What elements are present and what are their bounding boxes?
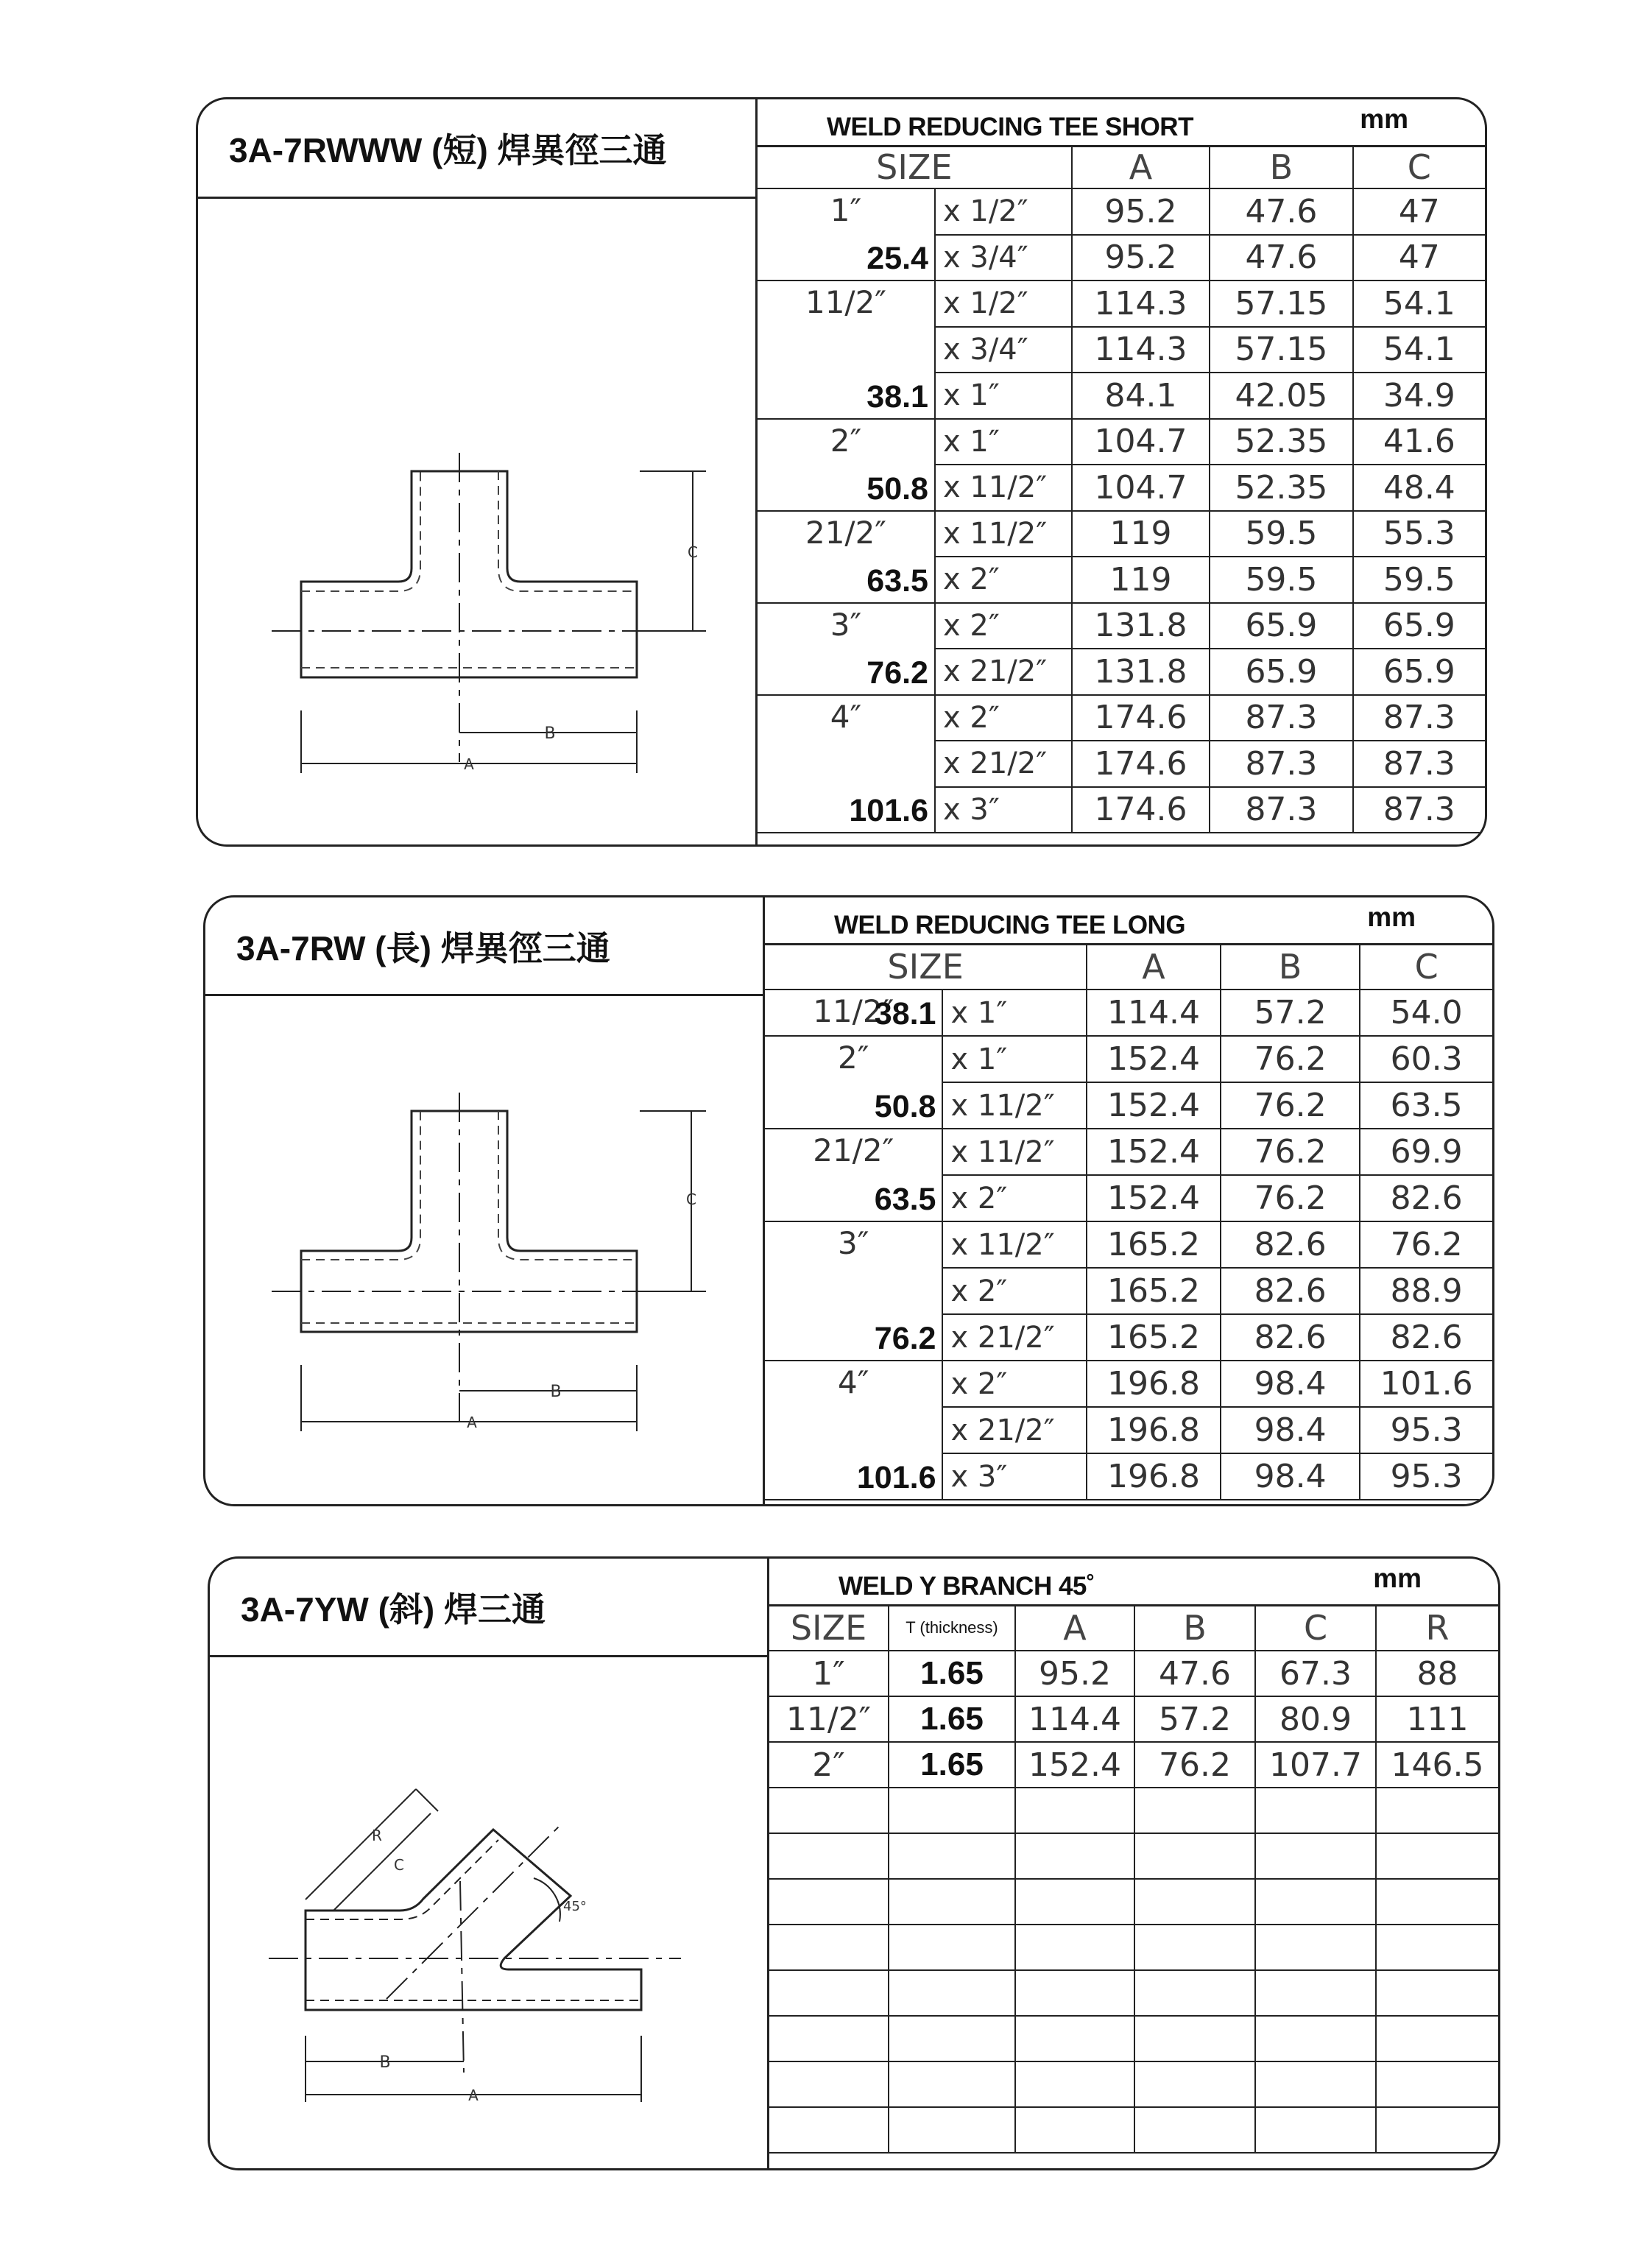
size-cell (765, 1129, 942, 1221)
table-row (769, 1742, 1498, 1788)
dim-b: 76.2 (1221, 1175, 1360, 1221)
dim-c: 54.0 (1360, 990, 1492, 1036)
tee-outline (301, 1111, 637, 1332)
empty-cell (769, 1788, 889, 1833)
empty-cell (1376, 1879, 1498, 1925)
dim-b: 76.2 (1221, 1129, 1360, 1175)
empty-cell (1134, 2016, 1255, 2061)
empty-row (769, 2061, 1498, 2107)
dim-b: 59.5 (1210, 511, 1352, 557)
cell-a: 95.2 (1015, 1651, 1134, 1696)
branch-size: x 11/2″ (942, 1082, 1087, 1129)
header-a: A (1072, 146, 1210, 188)
dim-a: 152.4 (1087, 1129, 1221, 1175)
size-mm: 50.8 (866, 470, 928, 507)
dim-label-b: B (544, 724, 556, 743)
branch-size: x 2″ (942, 1361, 1087, 1407)
size-cell (765, 1221, 942, 1361)
empty-cell (769, 1970, 889, 2016)
dim-c: 87.3 (1353, 695, 1485, 741)
dim-a: 95.2 (1072, 235, 1210, 281)
empty-cell (769, 1879, 889, 1925)
dim-c: 82.6 (1360, 1175, 1492, 1221)
table-title: WELD Y BRANCH 45˚ (839, 1572, 1095, 1601)
dim-a: 119 (1072, 511, 1210, 557)
empty-cell (889, 2061, 1015, 2107)
empty-cell (1255, 2107, 1376, 2153)
cell-r: 111 (1376, 1696, 1498, 1742)
table-row (765, 1129, 1492, 1175)
dim-c: 54.1 (1353, 281, 1485, 327)
branch-size: x 1″ (935, 373, 1072, 419)
empty-cell (1376, 1925, 1498, 1970)
size-cell (758, 281, 935, 419)
empty-cell (1255, 1833, 1376, 1879)
dim-c: 54.1 (1353, 327, 1485, 373)
branch-size: x 2″ (942, 1268, 1087, 1314)
dim-label-b: B (379, 2053, 391, 2072)
cell-b: 57.2 (1134, 1696, 1255, 1742)
table-title-bar (769, 1559, 1498, 1606)
dim-b: 76.2 (1221, 1082, 1360, 1129)
dim-a: 165.2 (1087, 1221, 1221, 1268)
tee-diagram-long (205, 1001, 765, 1501)
empty-cell (1376, 2107, 1498, 2153)
dim-c: 76.2 (1360, 1221, 1492, 1268)
table-title-bar (765, 897, 1492, 945)
dim-a: 95.2 (1072, 188, 1210, 235)
branch-size: x 2″ (942, 1175, 1087, 1221)
empty-cell (1376, 1833, 1498, 1879)
section-short-tee (196, 97, 1487, 847)
dim-label-a: A (468, 2087, 479, 2104)
dim-b: 65.9 (1210, 649, 1352, 695)
size-cell (758, 419, 935, 511)
section-title (198, 99, 758, 199)
empty-cell (1015, 1879, 1134, 1925)
dim-a: 84.1 (1072, 373, 1210, 419)
dim-label-r: R (372, 1827, 382, 1844)
branch-size: x 11/2″ (942, 1221, 1087, 1268)
header-b: B (1221, 944, 1360, 990)
table-title: WELD REDUCING TEE LONG (834, 911, 1186, 939)
dim-a: 131.8 (1072, 603, 1210, 649)
table-row (758, 188, 1485, 235)
spec-table-y-branch (769, 1604, 1498, 2154)
dim-b: 42.05 (1210, 373, 1352, 419)
dim-b: 87.3 (1210, 695, 1352, 741)
empty-cell (1134, 1970, 1255, 2016)
empty-row (769, 2107, 1498, 2153)
empty-cell (1376, 1788, 1498, 1833)
table-row (765, 1036, 1492, 1082)
nominal-size: 2″ (838, 1040, 869, 1076)
dim-a: 196.8 (1087, 1361, 1221, 1407)
empty-cell (1255, 1788, 1376, 1833)
dim-c: 95.3 (1360, 1453, 1492, 1500)
empty-cell (1376, 2061, 1498, 2107)
header-row (765, 944, 1492, 990)
dim-c: 55.3 (1353, 511, 1485, 557)
cell-r: 146.5 (1376, 1742, 1498, 1788)
product-code: 3A-7YW (斜) 焊三通 (241, 1590, 546, 1629)
branch-size: x 11/2″ (935, 465, 1072, 511)
empty-cell (769, 2107, 889, 2153)
dim-c: 47 (1353, 188, 1485, 235)
dim-c: 63.5 (1360, 1082, 1492, 1129)
empty-cell (889, 1925, 1015, 1970)
dim-a: 114.3 (1072, 281, 1210, 327)
size-cell (765, 1036, 942, 1129)
empty-cell (1134, 1833, 1255, 1879)
header-row (769, 1605, 1498, 1651)
dim-a: 196.8 (1087, 1453, 1221, 1500)
header-size: SIZE (765, 944, 1087, 990)
dim-label-a: A (467, 1414, 477, 1431)
size-mm: 25.4 (866, 241, 928, 276)
branch-size: x 3″ (942, 1453, 1087, 1500)
spec-table-long (765, 943, 1492, 1500)
dim-a: 114.3 (1072, 327, 1210, 373)
dim-c: 65.9 (1353, 649, 1485, 695)
branch-size: x 11/2″ (942, 1129, 1087, 1175)
dim-label-b: B (550, 1383, 562, 1401)
dim-a: 165.2 (1087, 1268, 1221, 1314)
empty-row (769, 1788, 1498, 1833)
table-row (765, 990, 1492, 1036)
dim-label-c: C (686, 1191, 696, 1208)
nominal-size: 3″ (830, 606, 862, 643)
branch-size: x 1/2″ (935, 281, 1072, 327)
empty-cell (1255, 1925, 1376, 1970)
empty-cell (1134, 2061, 1255, 2107)
table-title-bar (758, 99, 1485, 147)
empty-cell (889, 2016, 1015, 2061)
header-col-1: T (thickness) (889, 1605, 1015, 1651)
table-row (758, 695, 1485, 741)
size-cell (765, 990, 942, 1036)
empty-row (769, 1925, 1498, 1970)
empty-cell (769, 1925, 889, 1970)
nominal-size: 11/2″ (805, 284, 886, 320)
header-size: SIZE (758, 146, 1072, 188)
size-mm: 38.1 (874, 996, 936, 1031)
dim-c: 101.6 (1360, 1361, 1492, 1407)
dim-b: 57.2 (1221, 990, 1360, 1036)
dim-c: 59.5 (1353, 557, 1485, 603)
empty-cell (1015, 2016, 1134, 2061)
product-code: 3A-7RWWW (短) 焊異徑三通 (229, 131, 667, 169)
branch-size: x 21/2″ (935, 649, 1072, 695)
empty-cell (1015, 1788, 1134, 1833)
empty-cell (1015, 1925, 1134, 1970)
nominal-size: 2″ (830, 422, 862, 459)
unit-label: mm (1360, 104, 1408, 134)
dim-c: 65.9 (1353, 603, 1485, 649)
spec-panel (767, 1559, 1498, 2168)
dim-b: 98.4 (1221, 1453, 1360, 1500)
header-col-5: R (1376, 1605, 1498, 1651)
header-c: C (1353, 146, 1485, 188)
dim-c: 60.3 (1360, 1036, 1492, 1082)
dim-b: 47.6 (1210, 235, 1352, 281)
dim-b: 47.6 (1210, 188, 1352, 235)
empty-cell (1015, 1970, 1134, 2016)
nominal-size: 21/2″ (813, 1132, 894, 1168)
section-title (210, 1559, 769, 1657)
table-row (765, 1361, 1492, 1407)
size-mm: 50.8 (874, 1089, 936, 1124)
cell-t: 1.65 (889, 1742, 1015, 1788)
empty-cell (889, 1833, 1015, 1879)
nominal-size: 4″ (838, 1364, 869, 1400)
dim-c: 48.4 (1353, 465, 1485, 511)
dim-b: 87.3 (1210, 787, 1352, 833)
branch-size: x 21/2″ (942, 1314, 1087, 1361)
branch-size: x 3/4″ (935, 327, 1072, 373)
size-cell (758, 603, 935, 695)
size-cell (765, 1361, 942, 1500)
dim-c: 47 (1353, 235, 1485, 281)
table-row (769, 1696, 1498, 1742)
size-cell (758, 511, 935, 603)
dim-c: 88.9 (1360, 1268, 1492, 1314)
dim-c: 87.3 (1353, 787, 1485, 833)
section-title (205, 897, 765, 996)
empty-cell (1134, 2107, 1255, 2153)
header-col-0: SIZE (769, 1605, 889, 1651)
dim-label-a: A (464, 755, 474, 773)
empty-cell (1134, 1925, 1255, 1970)
empty-row (769, 1970, 1498, 2016)
empty-cell (1134, 1788, 1255, 1833)
dim-b: 59.5 (1210, 557, 1352, 603)
empty-cell (769, 2061, 889, 2107)
header-b: B (1210, 146, 1352, 188)
dim-b: 52.35 (1210, 465, 1352, 511)
cell-a: 114.4 (1015, 1696, 1134, 1742)
nominal-size: 11/2″ (813, 993, 894, 1029)
branch-size: x 1″ (942, 990, 1087, 1036)
dim-a: 114.4 (1087, 990, 1221, 1036)
branch-size: x 1/2″ (935, 188, 1072, 235)
cell-size: 1″ (769, 1651, 889, 1696)
header-col-4: C (1255, 1605, 1376, 1651)
dim-c: 95.3 (1360, 1407, 1492, 1453)
tee-diagram-short (198, 202, 758, 836)
table-row (758, 419, 1485, 465)
unit-label: mm (1373, 1563, 1422, 1593)
dim-a: 104.7 (1072, 465, 1210, 511)
angle-label: 45° (563, 1899, 587, 1914)
dim-a: 174.6 (1072, 787, 1210, 833)
spec-table-short (758, 145, 1485, 833)
y-branch-diagram (210, 1660, 769, 2168)
cell-size: 11/2″ (769, 1696, 889, 1742)
cell-t: 1.65 (889, 1696, 1015, 1742)
branch-size: x 3/4″ (935, 235, 1072, 281)
dim-a: 174.6 (1072, 741, 1210, 787)
dim-a: 131.8 (1072, 649, 1210, 695)
nominal-size: 21/2″ (805, 514, 886, 551)
size-cell (758, 695, 935, 833)
cell-c: 80.9 (1255, 1696, 1376, 1742)
dim-a: 152.4 (1087, 1175, 1221, 1221)
dim-b: 98.4 (1221, 1407, 1360, 1453)
product-code: 3A-7RW (長) 焊異徑三通 (236, 928, 610, 967)
dim-b: 57.15 (1210, 327, 1352, 373)
section-y-branch (208, 1556, 1500, 2170)
empty-cell (1015, 1833, 1134, 1879)
size-mm: 63.5 (874, 1182, 936, 1217)
size-mm: 101.6 (856, 1460, 936, 1495)
branch-size: x 3″ (935, 787, 1072, 833)
branch-size: x 2″ (935, 695, 1072, 741)
dim-a: 165.2 (1087, 1314, 1221, 1361)
size-cell (758, 188, 935, 281)
empty-cell (1255, 1879, 1376, 1925)
dim-b: 98.4 (1221, 1361, 1360, 1407)
table-title: WELD REDUCING TEE SHORT (827, 113, 1193, 141)
dim-b: 52.35 (1210, 419, 1352, 465)
dim-a: 196.8 (1087, 1407, 1221, 1453)
table-row (758, 603, 1485, 649)
branch-size: x 2″ (935, 603, 1072, 649)
empty-cell (889, 1788, 1015, 1833)
table-row (758, 511, 1485, 557)
section-long-tee (203, 895, 1494, 1506)
dim-b: 87.3 (1210, 741, 1352, 787)
dim-c: 82.6 (1360, 1314, 1492, 1361)
header-col-3: B (1134, 1605, 1255, 1651)
size-mm: 101.6 (849, 793, 928, 828)
empty-cell (1376, 1970, 1498, 2016)
empty-cell (1255, 2016, 1376, 2061)
branch-size: x 11/2″ (935, 511, 1072, 557)
table-row (758, 281, 1485, 327)
nominal-size: 3″ (838, 1225, 869, 1261)
cell-b: 76.2 (1134, 1742, 1255, 1788)
branch-size: x 1″ (942, 1036, 1087, 1082)
branch-size: x 21/2″ (935, 741, 1072, 787)
size-mm: 38.1 (866, 378, 928, 415)
dim-c: 41.6 (1353, 419, 1485, 465)
branch-size: x 2″ (935, 557, 1072, 603)
spec-panel (755, 99, 1485, 844)
size-mm: 76.2 (874, 1321, 936, 1356)
size-mm: 63.5 (866, 562, 928, 599)
empty-cell (769, 1833, 889, 1879)
cell-r: 88 (1376, 1651, 1498, 1696)
dim-a: 152.4 (1087, 1082, 1221, 1129)
dim-a: 174.6 (1072, 695, 1210, 741)
dim-c: 69.9 (1360, 1129, 1492, 1175)
cell-c: 67.3 (1255, 1651, 1376, 1696)
dim-label-c: C (394, 1856, 404, 1874)
dim-a: 152.4 (1087, 1036, 1221, 1082)
empty-cell (889, 2107, 1015, 2153)
empty-row (769, 1879, 1498, 1925)
dim-c: 87.3 (1353, 741, 1485, 787)
tee-outline (301, 471, 637, 677)
empty-cell (1015, 2061, 1134, 2107)
empty-cell (769, 2016, 889, 2061)
empty-cell (889, 1970, 1015, 2016)
header-row (758, 146, 1485, 188)
empty-row (769, 1833, 1498, 1879)
empty-cell (1376, 2016, 1498, 2061)
dim-a: 119 (1072, 557, 1210, 603)
cell-size: 2″ (769, 1742, 889, 1788)
empty-cell (1134, 1879, 1255, 1925)
dim-b: 82.6 (1221, 1221, 1360, 1268)
dim-b: 76.2 (1221, 1036, 1360, 1082)
dim-b: 65.9 (1210, 603, 1352, 649)
cell-a: 152.4 (1015, 1742, 1134, 1788)
unit-label: mm (1367, 902, 1416, 932)
dim-b: 82.6 (1221, 1268, 1360, 1314)
nominal-size: 4″ (830, 698, 862, 735)
table-row (765, 1221, 1492, 1268)
header-a: A (1087, 944, 1221, 990)
cell-t: 1.65 (889, 1651, 1015, 1696)
cell-b: 47.6 (1134, 1651, 1255, 1696)
spec-panel (763, 897, 1492, 1504)
header-col-2: A (1015, 1605, 1134, 1651)
branch-size: x 21/2″ (942, 1407, 1087, 1453)
nominal-size: 1″ (830, 192, 862, 228)
dim-a: 104.7 (1072, 419, 1210, 465)
header-c: C (1360, 944, 1492, 990)
empty-cell (1255, 2061, 1376, 2107)
size-mm: 76.2 (866, 655, 928, 691)
dim-b: 57.15 (1210, 281, 1352, 327)
empty-cell (1015, 2107, 1134, 2153)
branch-size: x 1″ (935, 419, 1072, 465)
cell-c: 107.7 (1255, 1742, 1376, 1788)
dim-b: 82.6 (1221, 1314, 1360, 1361)
dim-c: 34.9 (1353, 373, 1485, 419)
empty-cell (889, 1879, 1015, 1925)
empty-cell (1255, 1970, 1376, 2016)
table-row (769, 1651, 1498, 1696)
dim-label-c: C (688, 543, 698, 561)
empty-row (769, 2016, 1498, 2061)
